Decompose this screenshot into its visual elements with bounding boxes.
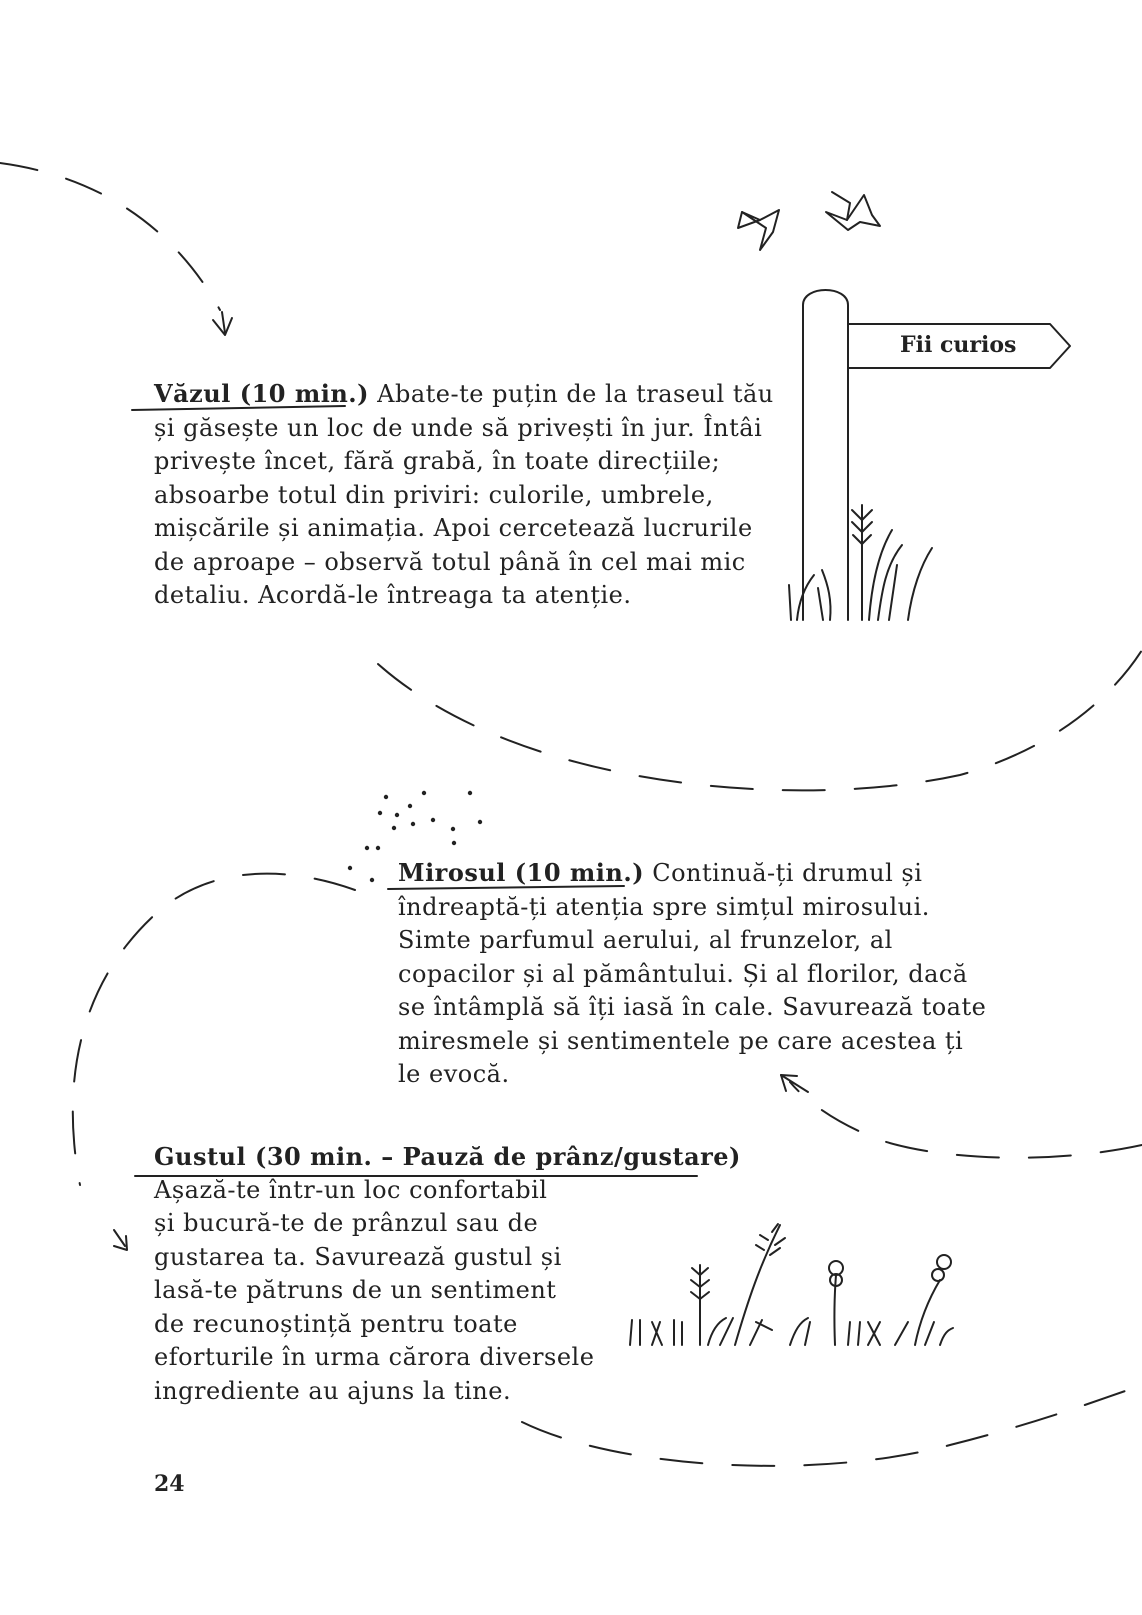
text-line: privește încet, fără grabă, în toate direcțiile; [154,447,721,475]
grass-icon [789,505,932,620]
text-line: de recunoștință pentru toate [154,1309,518,1338]
text-line: detaliu. Acordă-le întreaga ta atenție. [154,581,632,609]
arrow-down-right-icon [114,1230,127,1250]
section-vazul [154,377,774,613]
section-gustul [154,1140,741,1408]
text-line: se întâmplă să îți iasă în cale. Savurează toate [398,993,987,1021]
heading-vazul: Văzul (10 min.) [154,379,370,408]
text-line: Simte parfumul aerului, al frunzelor, al [398,926,893,954]
dashed-path-top [0,163,220,310]
arrow-down-icon [213,312,232,335]
text-line: gustarea ta. Savurează gustul și [154,1242,562,1271]
text-line: Așază-te într-un loc confortabil [154,1175,548,1204]
text-line: mișcările și animația. Apoi cercetează lucrurile [154,514,753,542]
text-line: și găsește un loc de unde să privești în jur. Întâi [154,413,763,442]
dashed-path-middle [378,650,1142,790]
section-mirosul [398,856,986,1092]
text-line: de aproape – observă totul până în cel mai mic [154,547,746,576]
text-line: îndreaptă-ți atenția spre simțul mirosului. [398,892,930,921]
text-line: absoarbe totul din priviri: culorile, umbrele, [154,480,714,509]
text-line: și bucură-te de prânzul sau de [154,1209,539,1237]
text-line: lasă-te pătruns de un sentiment [154,1276,557,1304]
text-line: eforturile în urma cărora diversele [154,1343,595,1371]
text-line: miresmele și sentimentele pe care acestea ți [398,1026,964,1055]
text-line: Continuă-ți drumul și [652,859,923,887]
dashed-path-right [790,1082,1142,1158]
heading-mirosul: Mirosul (10 min.) [398,858,645,887]
text-line: copacilor și al pământului. Și al florilor, dacă [398,959,968,988]
dashed-path-left-loop [73,874,355,1185]
text-line: Abate-te puțin de la traseul tău [377,380,774,408]
text-line: le evocă. [398,1060,510,1088]
page-number: 24 [154,1471,185,1497]
bird-icon [826,192,880,230]
signpost-label: Fii curios [900,332,1017,358]
heading-gustul: Gustul (30 min. – Pauză de prânz/gustare) [154,1142,741,1171]
bird-icon [738,210,779,250]
text-line: ingrediente au ajuns la tine. [154,1376,512,1405]
